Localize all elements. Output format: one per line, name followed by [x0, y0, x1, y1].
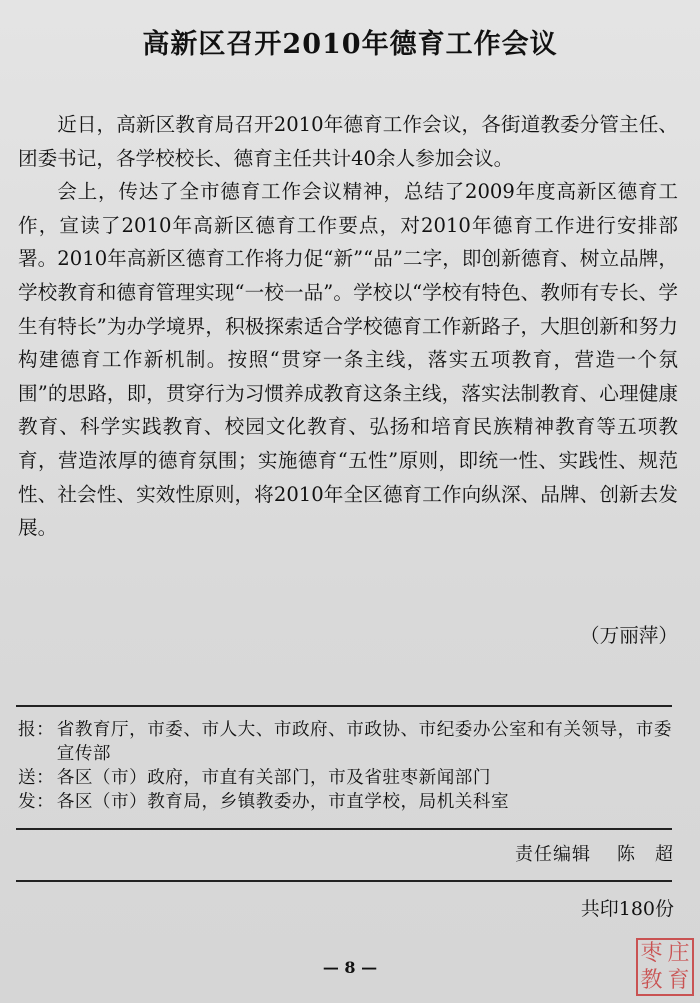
issue-label: 发： [18, 792, 55, 812]
author-credit: （万丽萍） [580, 624, 678, 647]
report-recipients: 省教育厅，市委、市人大、市政府、市政协、市纪委办公室和有关领导，市委宣传部 [56, 720, 672, 764]
distribution-list [18, 718, 676, 814]
report-label: 报： [18, 720, 55, 740]
print-copies: 共印180份 [580, 898, 674, 920]
distribution-send-row [18, 766, 676, 790]
distribution-report-row [18, 718, 676, 766]
article-body [18, 108, 678, 545]
divider-top [16, 705, 672, 707]
send-label: 送： [18, 768, 55, 788]
responsible-editor [515, 842, 674, 868]
seal-char: 教 [640, 968, 663, 993]
editor-name: 陈 超 [617, 844, 674, 865]
paragraph-1: 近日，高新区教育局召开2010年德育工作会议，各街道教委分管主任、团委书记，各学校校长、德育主任共计40余人参加会议。 [18, 113, 678, 170]
divider-middle [16, 828, 672, 830]
page-number: — 8 — [322, 958, 378, 977]
divider-bottom [16, 880, 672, 882]
seal-char: 枣 [640, 941, 663, 966]
send-recipients: 各区（市）政府，市直有关部门，市及省驻枣新闻部门 [56, 768, 491, 788]
issue-recipients: 各区（市）教育局，乡镇教委办，市直学校，局机关科室 [56, 792, 510, 812]
seal-char: 育 [667, 968, 690, 993]
article-title: 高新区召开2010年德育工作会议 [142, 29, 558, 60]
seal-char: 庄 [667, 941, 690, 966]
distribution-issue-row [18, 790, 676, 814]
paragraph-2: 会上，传达了全市德育工作会议精神，总结了2009年度高新区德育工作，宣读了2010年高新区德育工作要点，对2010年德育工作进行安排部署。2010年高新区德育工作将力促“新”“品”二字，即创新德育、树立品牌，学校教育和德育管理实现“一校一品”。学校以“学校有特色、教师有专长、学生有特长”为办学境界，积极探索适合学校德育工作新路子，大胆创新和努力构建德育工作新机制。按照“贯穿一条主线，落实五项教育，营造一个氛围”的思路，即，贯穿行为习惯养成教育这条主线，落实法制教育、心理健康教育、科学实践教育、校园文化教育、弘扬和培育民族精神教育等五项教育，营造浓厚的德育氛围；实施德育“五性”原则，即统一性、实践性、规范性、社会性、实效性原则，将2010年全区德育工作向纵深、品牌、创新去发展。 [18, 180, 678, 540]
seal-stamp [636, 938, 694, 996]
editor-label: 责任编辑 [515, 844, 591, 865]
